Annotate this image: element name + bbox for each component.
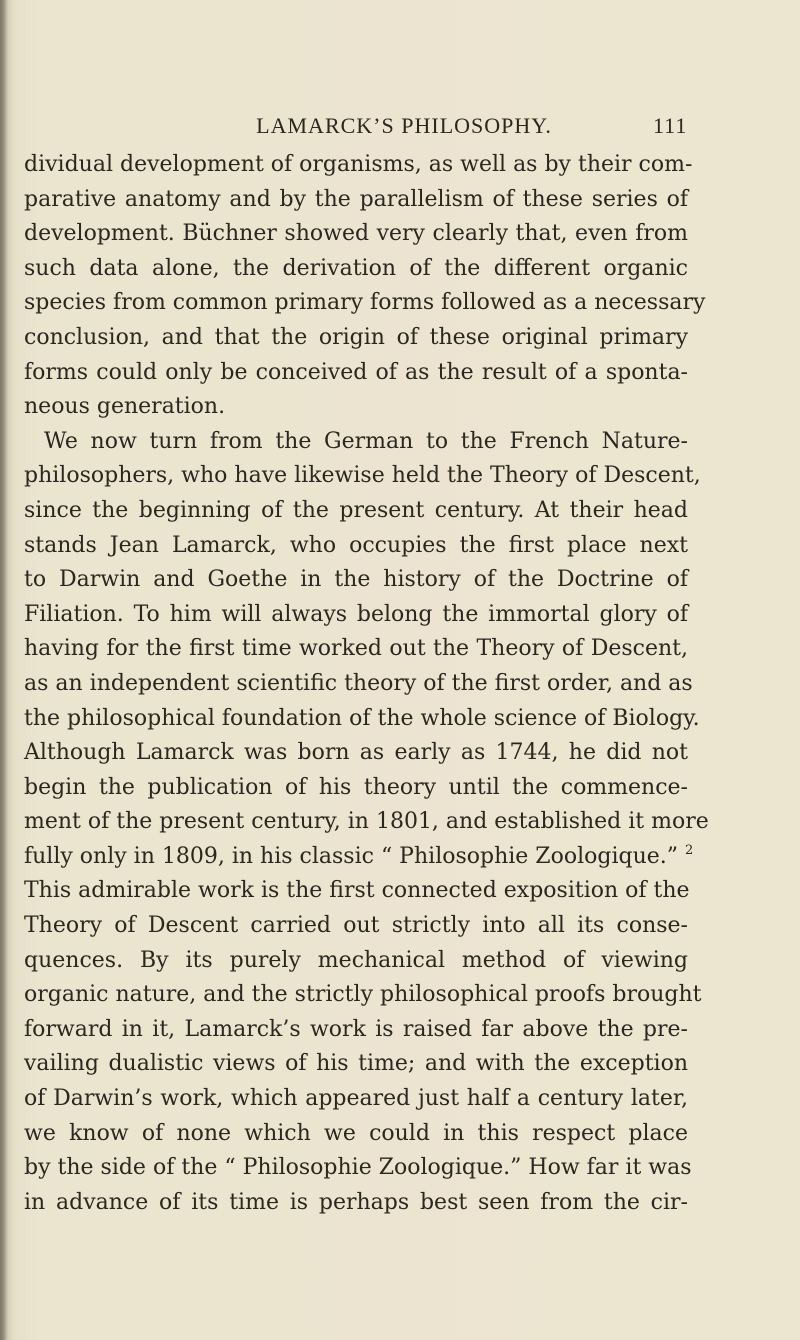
text-line: species from common primary forms followed as a necessary: [24, 290, 706, 316]
running-title: LAMARCK’S PHILOSOPHY.: [256, 113, 552, 138]
text-line: such data alone, the derivation of the different organic: [24, 255, 688, 281]
text-line: forms could only be conceived of as the result of a sponta-: [24, 359, 688, 385]
text-line: dividual development of organisms, as well as by their com-: [24, 152, 693, 177]
text-line: begin the publication of his theory until the commence-: [24, 774, 688, 800]
text-line: to Darwin and Goethe in the history of the Doctrine of: [24, 567, 688, 593]
text-line: quences. By its purely mechanical method of viewing: [24, 947, 688, 973]
text-line: in advance of its time is perhaps best seen from the cir-: [24, 1189, 688, 1215]
text-line: since the beginning of the present century. At their head: [24, 497, 688, 523]
text-line: stands Jean Lamarck, who occupies the first place next: [24, 532, 688, 558]
text-line: vailing dualistic views of his time; and with the exception: [24, 1051, 688, 1077]
gutter-shadow: [0, 0, 8, 1340]
text-line: as an independent scientific theory of the first order, and as: [24, 670, 693, 696]
text-line: development. Büchner showed very clearly that, even from: [24, 221, 688, 247]
text-line: of Darwin’s work, which appeared just half a century later,: [24, 1086, 688, 1112]
text-line: Theory of Descent carried out strictly into all its conse-: [24, 913, 688, 939]
text-line: organic nature, and the strictly philosophical proofs brought: [24, 982, 702, 1008]
text-line: by the side of the “ Philosophie Zoologique.” How far it was: [24, 1155, 692, 1181]
text-line: Although Lamarck was born as early as 1744, he did not: [24, 740, 688, 766]
text-line: Filiation. To him will always belong the immortal glory of: [24, 601, 688, 627]
running-head: [0, 113, 800, 143]
footnote-reference: 2: [685, 842, 694, 858]
text-line: we know of none which we could in this respect place: [24, 1120, 688, 1146]
text-line: We now turn from the German to the French Nature-: [44, 428, 688, 454]
body-text: [24, 148, 709, 1220]
text-line: the philosophical foundation of the whole science of Biology.: [24, 705, 700, 731]
text-line: This admirable work is the first connected exposition of the: [24, 878, 690, 904]
text-line: neous generation.: [24, 394, 226, 420]
text-line: conclusion, and that the origin of these original primary: [24, 324, 688, 350]
text-line: having for the first time worked out the Theory of Descent,: [24, 636, 688, 662]
text-line: philosophers, who have likewise held the Theory of Descent,: [24, 463, 701, 489]
text-line-content: fully only in 1809, in his classic “ Philosophie Zoologique.”: [24, 843, 678, 869]
text-line: forward in it, Lamarck’s work is raised far above the pre-: [24, 1016, 688, 1042]
text-line-with-footnote: [24, 840, 694, 875]
text-line: parative anatomy and by the parallelism of these series of: [24, 186, 688, 212]
text-line: ment of the present century, in 1801, and established it more: [24, 809, 709, 835]
page-number: 111: [653, 113, 688, 138]
